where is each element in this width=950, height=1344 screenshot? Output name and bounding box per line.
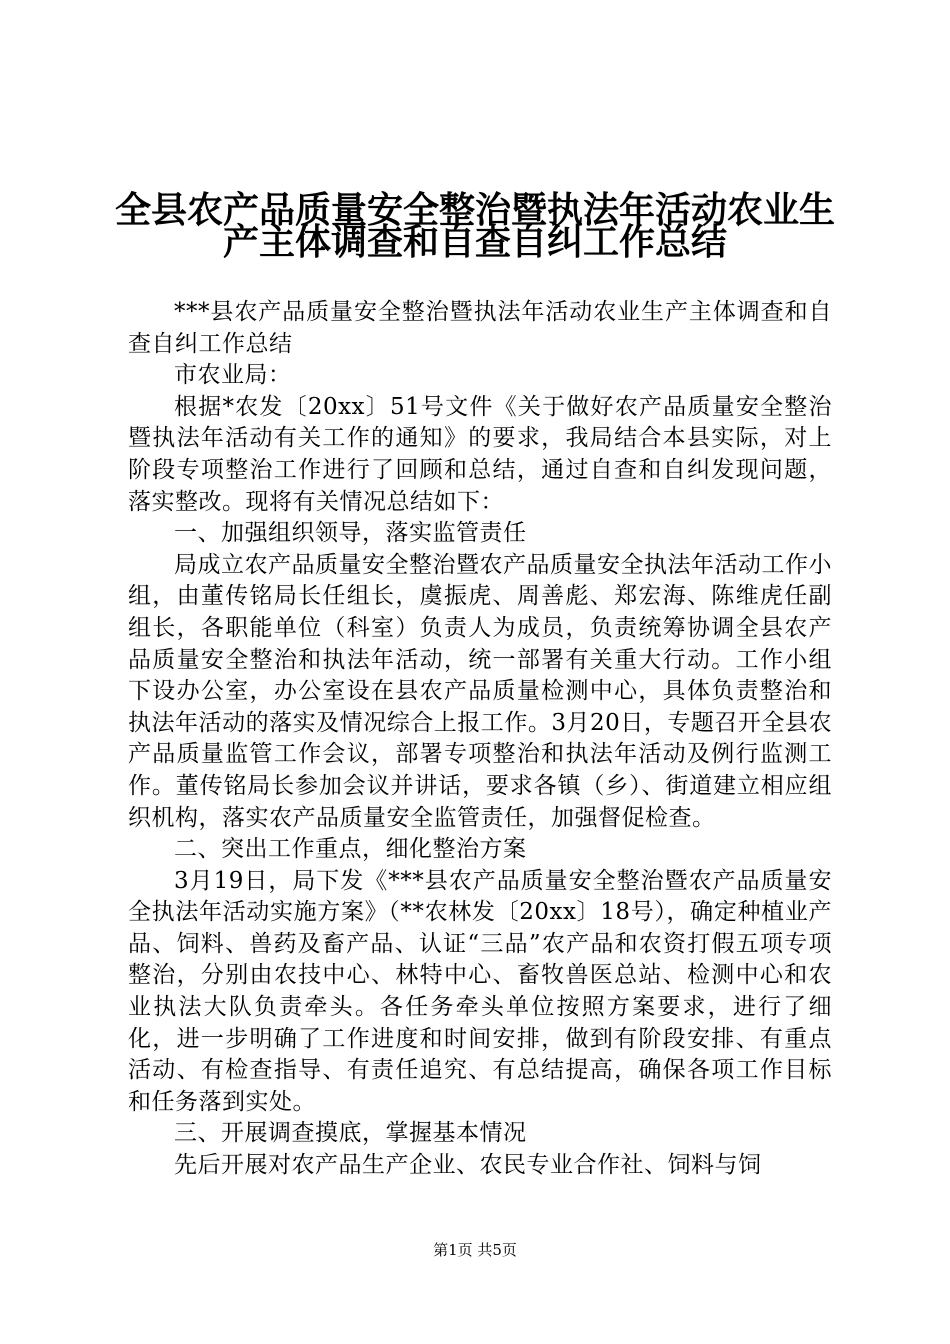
paragraph-section-2: 3月19日，局下发《***县农产品质量安全整治暨农产品质量安全执法年活动实施方案》（**农林发〔20xx〕18号），确定种植业产品、饲料、兽药及畜产品、认证“三品”农产品和农资打假五项专项整治，分别由农技中心、林特中心、畜牧兽医总站、检测中心和农业执法大队负责牵头。各任务牵头单位按照方案要求，进行了细化，进一步明确了工作进度和时间安排，做到有阶段安排、有重点活动、有检查指导、有责任追究、有总结提高，确保各项工作目标和任务落到实处。 xyxy=(128,867,832,1115)
paragraph-section-3: 先后开展对农产品生产企业、农民专业合作社、饲料与饲 xyxy=(174,1152,762,1179)
document-body xyxy=(128,297,832,1182)
document-title-line-1: 全县农产品质量安全整治暨执法年活动农业生 xyxy=(114,189,835,231)
paragraph-section-1: 局成立农产品质量安全整治暨农产品质量安全执法年活动工作小组，由董传铭局长任组长，虞振虎、周善彪、郑宏海、陈维虎任副组长，各职能单位（科室）负责人为成员，负责统筹协调全县农产品质量安全整治和执法年活动，统一部署有关重大行动。工作小组下设办公室，办公室设在县农产品质量检测中心，具体负责整治和执法年活动的落实及情况综合上报工作。3月20日，专题召开全县农产品质量监管工作会议，部署专项整治和执法年活动及例行监测工作。董传铭局长参加会议并讲话，要求各镇（乡）、街道建立相应组织机构，落实农产品质量安全监管责任，加强督促检查。 xyxy=(128,551,832,831)
section-heading-3: 三、开展调查摸底，掌握基本情况 xyxy=(174,1120,527,1147)
section-heading-2: 二、突出工作重点，细化整治方案 xyxy=(174,836,527,863)
paragraph-heading-repeat: ***县农产品质量安全整治暨执法年活动农业生产主体调查和自查自纠工作总结 xyxy=(128,299,832,357)
page-footer: 第1页 共5页 xyxy=(433,1241,517,1259)
paragraph-intro: 根据*农发〔20xx〕51号文件《关于做好农产品质量安全整治暨执法年活动有关工作的通知》的要求，我局结合本县实际，对上阶段专项整治工作进行了回顾和总结，通过自查和自纠发现问题，落实整改。现将有关情况总结如下： xyxy=(128,393,832,515)
section-heading-1: 一、加强组织领导，落实监管责任 xyxy=(174,520,527,547)
document-title-line-2: 产主体调查和自查自纠工作总结 xyxy=(222,221,727,263)
paragraph-addressee: 市农业局： xyxy=(174,362,292,389)
